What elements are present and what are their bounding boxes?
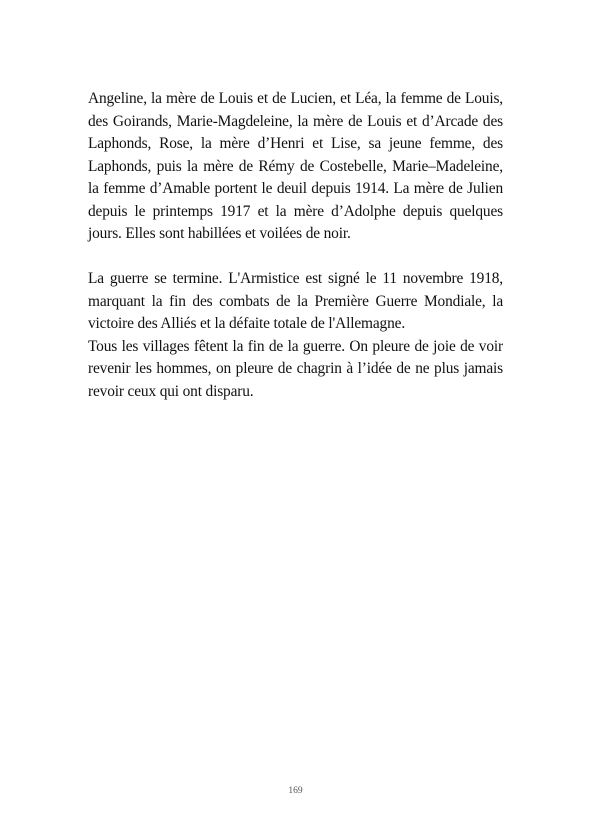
paragraph-armistice: La guerre se termine. L'Armistice est signé le 11 novembre 1918, marquant la fin des combats de la Première Guerre Mondiale, la victoire des Alliés et la défaite totale de l'Allemagne. [88,270,503,332]
paragraph-celebration: Tous les villages fêtent la fin de la guerre. On pleure de joie de voir revenir les hommes, on pleure de chagrin à l’idée de ne plus jamais revoir ceux qui ont disparu. [88,337,503,400]
body-text [88,88,503,403]
paragraph-mourning: Angeline, la mère de Louis et de Lucien, et Léa, la femme de Louis, des Goirands, Marie-Magdeleine, la mère de Louis et d’Arcade des Laphonds, Rose, la mère d’Henri et Lise, sa jeune femme, des Laphonds, puis la mère de Rémy de Costebelle, Marie–Madeleine, la femme d’Amable portent le deuil depuis 1914. La mère de Julien depuis le printemps 1917 et la mère d’Adolphe depuis quelques jours. Elles sont habillées et voilées de noir. [88,90,503,242]
page-number: 169 [288,786,303,796]
